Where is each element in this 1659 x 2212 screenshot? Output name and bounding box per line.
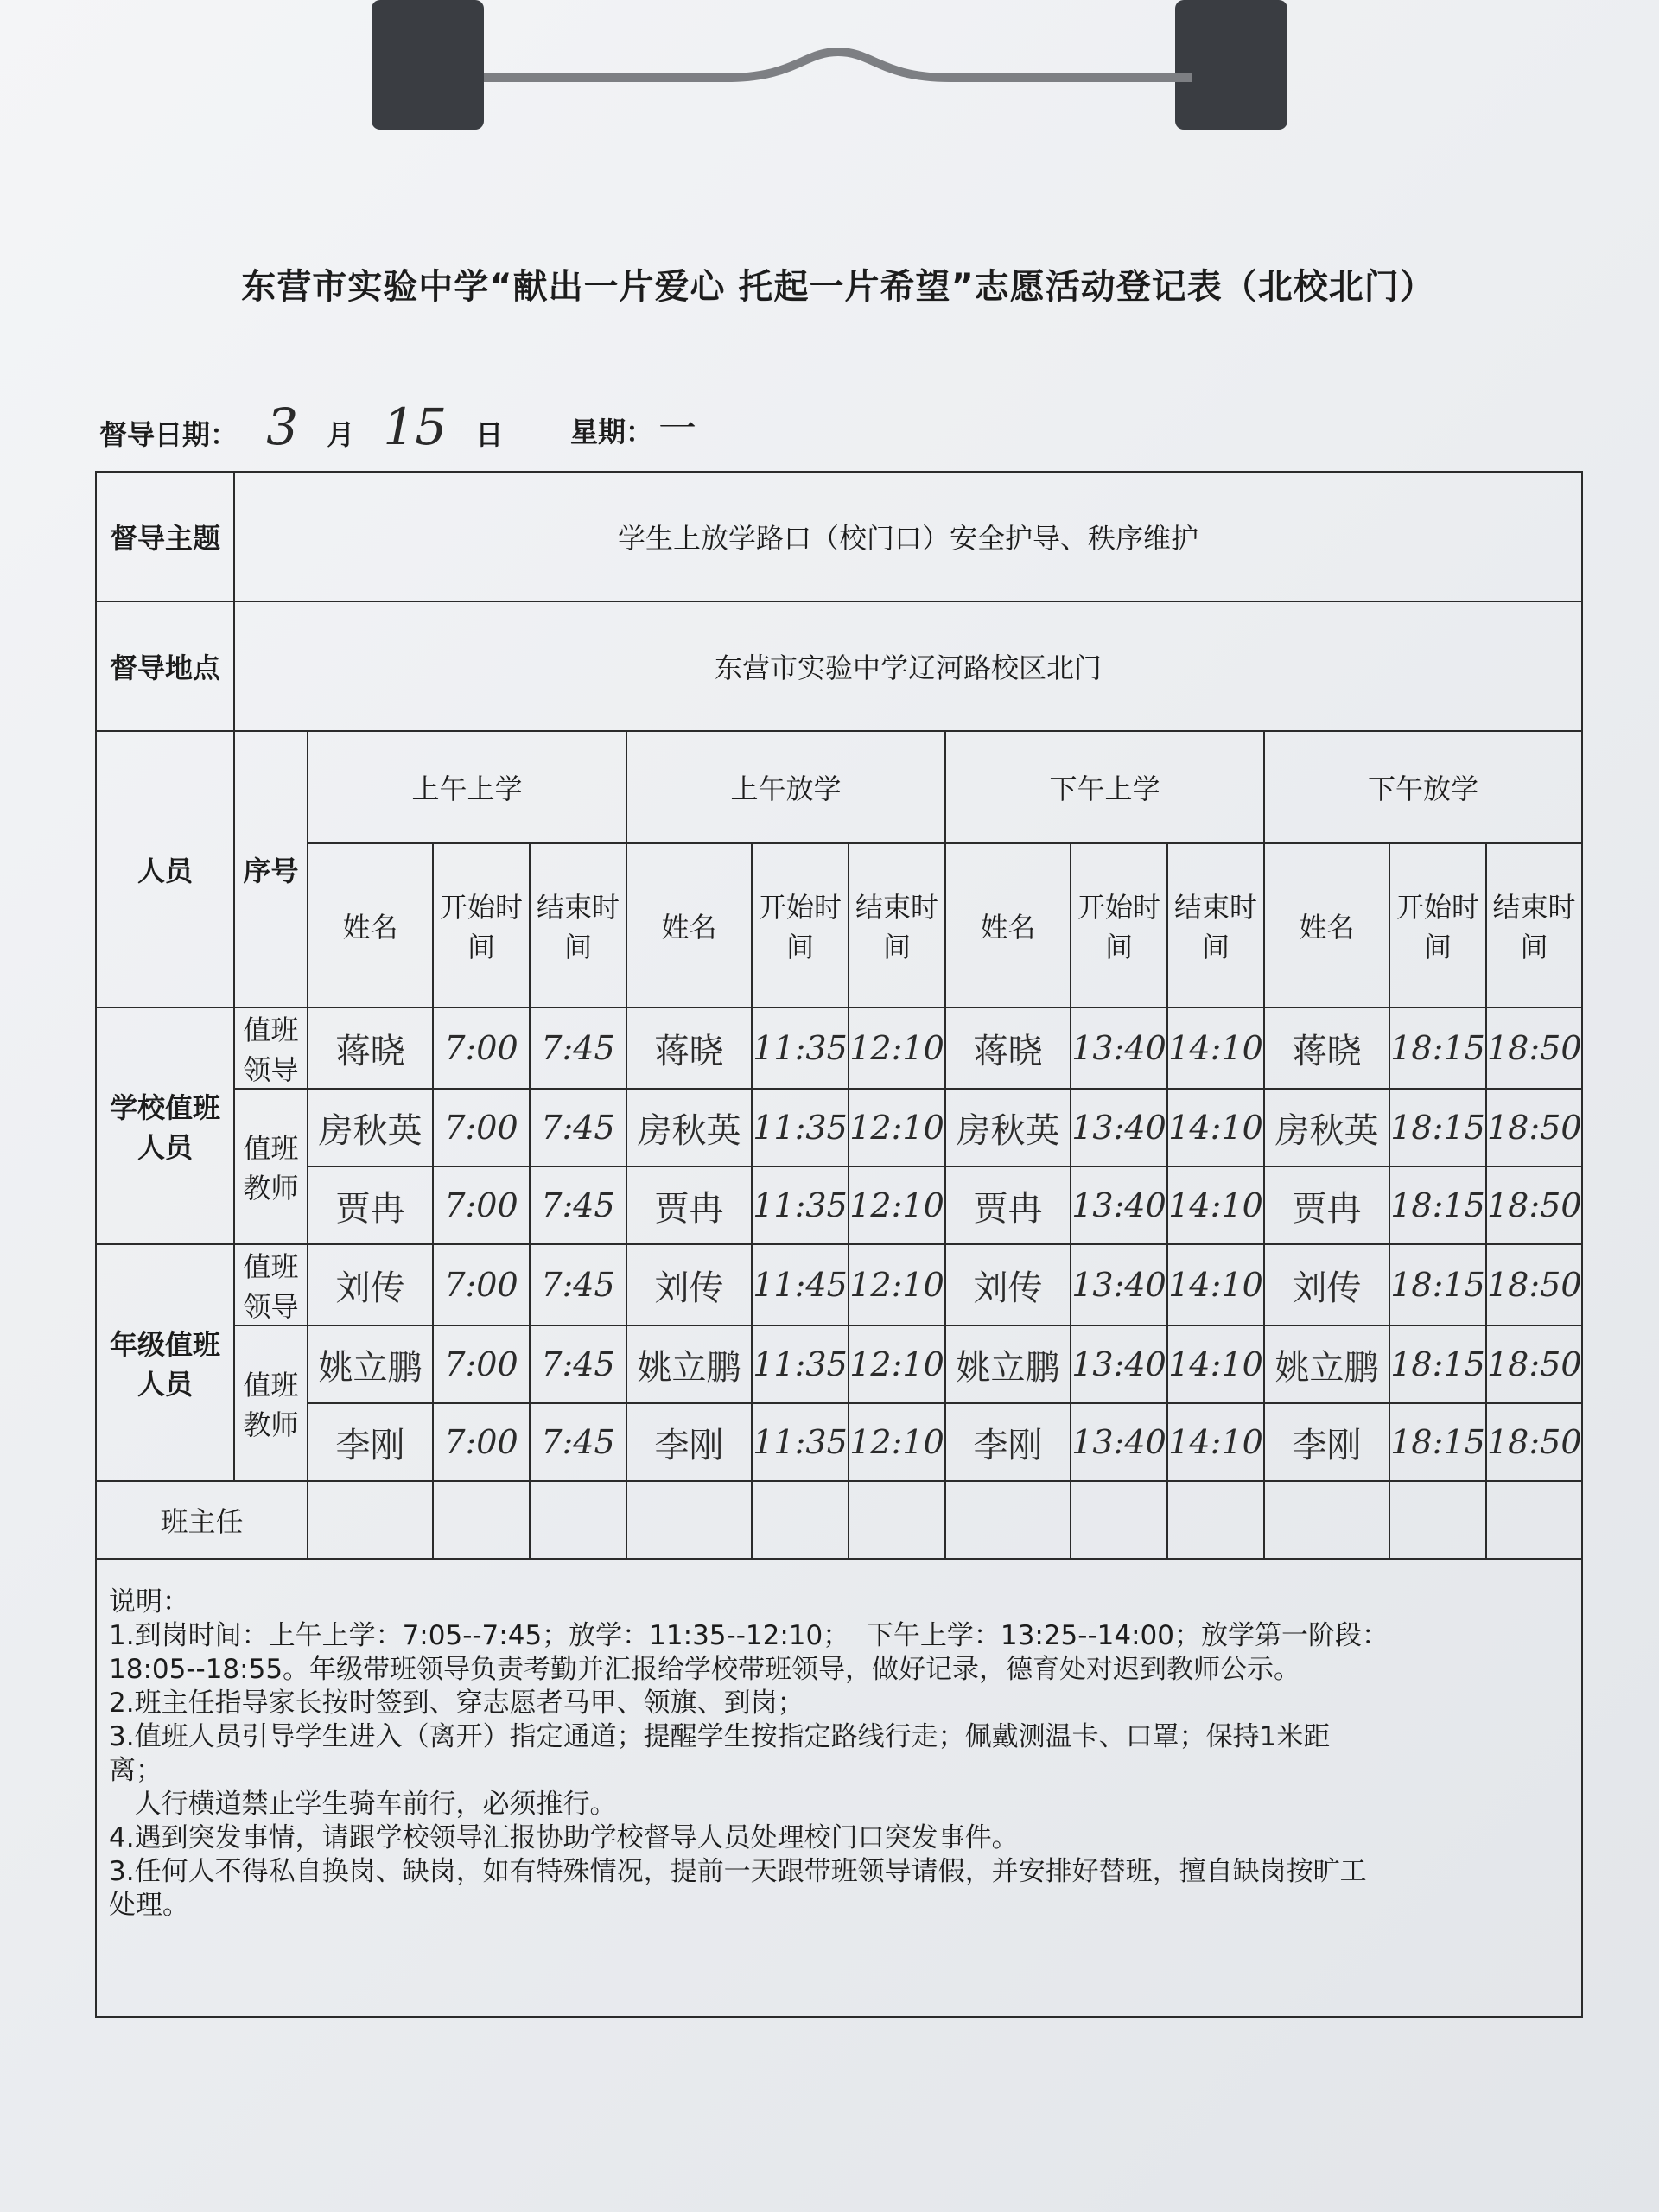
head-teacher-label: 班主任 [96,1481,308,1559]
handwritten-start: 7:00 [444,1186,518,1224]
session-afternoon-dismissal: 下午放学 [1264,731,1582,843]
note-line: 4.遇到突发事情，请跟学校领导汇报协助学校督导人员处理校门口突发事件。 [109,1822,1019,1853]
handwritten-name: 姚立鹏 [637,1347,741,1388]
handwritten-start: 18:15 [1390,1423,1485,1461]
handwritten-end: 12:10 [849,1109,944,1147]
entry-end-cell [1486,1166,1582,1244]
handwritten-end: 7:45 [541,1029,615,1067]
handwritten-start: 18:15 [1390,1345,1485,1383]
col-start: 开始时间 [433,843,530,1007]
handwritten-end: 12:10 [849,1345,944,1383]
col-name: 姓名 [308,843,433,1007]
col-name: 姓名 [945,843,1071,1007]
handwritten-end: 18:50 [1487,1345,1582,1383]
handwritten-end: 12:10 [849,1266,944,1304]
theme-value: 学生上放学路口（校门口）安全护导、秩序维护 [234,472,1582,601]
handwritten-name: 刘传 [654,1268,724,1308]
location-label: 督导地点 [96,601,234,731]
role-teacher: 值班教师 [234,1325,308,1481]
handwritten-end: 18:50 [1487,1186,1582,1224]
entry-start-cell [752,1007,849,1089]
handwritten-end: 14:10 [1168,1109,1263,1147]
handwritten-start: 11:35 [753,1345,848,1383]
entry-start-cell [1389,1089,1486,1166]
empty-cell [1486,1481,1582,1559]
handwritten-start: 11:35 [753,1029,848,1067]
entry-name-cell [308,1403,433,1481]
col-name: 姓名 [626,843,752,1007]
handwritten-end: 18:50 [1487,1029,1582,1067]
location-value: 东营市实验中学辽河路校区北门 [234,601,1582,731]
entry-name-cell [308,1007,433,1089]
entry-name-cell [626,1403,752,1481]
entry-name-cell [626,1166,752,1244]
entry-start-cell [752,1244,849,1325]
entry-start-cell [1071,1089,1167,1166]
entry-end-cell [849,1166,945,1244]
day-label: 日 [475,418,504,451]
handwritten-end: 14:10 [1168,1029,1263,1067]
entry-end-cell [1167,1244,1264,1325]
entry-start-cell [433,1244,530,1325]
entry-name-cell [945,1007,1071,1089]
entry-start-cell [752,1325,849,1403]
handwritten-name: 李刚 [973,1425,1043,1465]
entry-end-cell [1486,1244,1582,1325]
handwritten-name: 蒋晓 [335,1031,405,1071]
entry-end-cell [1486,1007,1582,1089]
empty-cell [433,1481,530,1559]
entry-start-cell [433,1325,530,1403]
notes-row [96,1559,1582,2017]
entry-end-cell [1167,1325,1264,1403]
weekday-value: 一 [658,407,697,451]
theme-row [96,472,1582,601]
table-row [96,1007,1582,1089]
handwritten-name: 姚立鹏 [318,1347,423,1388]
entry-end-cell [1167,1089,1264,1166]
handwritten-name: 房秋英 [637,1110,741,1151]
session-afternoon-arrival: 下午上学 [945,731,1264,843]
supervision-date [99,397,503,456]
table-row [96,1089,1582,1166]
note-line: 3.值班人员引导学生进入（离开）指定通道；提醒学生按指定路线行走；佩戴测温卡、口罩；保持1米距 [109,1721,1331,1752]
month-value: 3 [266,397,299,456]
col-end: 结束时间 [530,843,626,1007]
role-leader: 值班领导 [234,1244,308,1325]
handwritten-name: 李刚 [1292,1425,1362,1465]
column-header-row [96,843,1582,1007]
entry-start-cell [433,1166,530,1244]
handwritten-end: 14:10 [1168,1186,1263,1224]
table-row [96,1166,1582,1244]
handwritten-end: 12:10 [849,1029,944,1067]
entry-end-cell [1486,1089,1582,1166]
empty-cell [530,1481,626,1559]
handwritten-start: 11:35 [753,1186,848,1224]
col-name: 姓名 [1264,843,1389,1007]
entry-name-cell [945,1403,1071,1481]
note-line: 2.班主任指导家长按时签到、穿志愿者马甲、领旗、到岗； [109,1688,804,1719]
entry-name-cell [626,1325,752,1403]
entry-name-cell [626,1007,752,1089]
entry-name-cell [1264,1007,1389,1089]
handwritten-start: 7:00 [444,1345,518,1383]
handwritten-name: 房秋英 [318,1110,423,1151]
handwritten-start: 13:40 [1071,1109,1166,1147]
entry-end-cell [849,1089,945,1166]
entry-end-cell [1167,1166,1264,1244]
entry-end-cell [849,1325,945,1403]
role-leader: 值班领导 [234,1007,308,1089]
handwritten-end: 12:10 [849,1186,944,1224]
handwritten-start: 11:35 [753,1109,848,1147]
handwritten-name: 李刚 [654,1425,724,1465]
handwritten-name: 贾冉 [335,1188,405,1229]
handwritten-start: 18:15 [1390,1109,1485,1147]
handwritten-start: 13:40 [1071,1029,1166,1067]
handwritten-name: 房秋英 [956,1110,1060,1151]
entry-name-cell [308,1325,433,1403]
entry-start-cell [1071,1007,1167,1089]
entry-end-cell [1167,1007,1264,1089]
entry-end-cell [849,1244,945,1325]
handwritten-end: 14:10 [1168,1423,1263,1461]
date-label: 督导日期： [99,418,238,451]
registration-table [95,471,1583,2018]
handwritten-name: 李刚 [335,1425,405,1465]
table-row [96,1403,1582,1481]
handwritten-end: 18:50 [1487,1423,1582,1461]
month-label: 月 [327,418,355,451]
handwritten-name: 刘传 [1292,1268,1362,1308]
table-row [96,1325,1582,1403]
handwritten-start: 13:40 [1071,1423,1166,1461]
entry-name-cell [308,1244,433,1325]
entry-name-cell [1264,1403,1389,1481]
entry-name-cell [945,1089,1071,1166]
entry-end-cell [530,1007,626,1089]
handwritten-name: 贾冉 [654,1188,724,1229]
seq-label: 序号 [234,731,308,1007]
note-line: 说明： [109,1586,189,1618]
entry-name-cell [626,1244,752,1325]
session-header-row [96,731,1582,843]
handwritten-end: 7:45 [541,1186,615,1224]
personnel-label: 人员 [96,731,234,1007]
entry-start-cell [1071,1325,1167,1403]
clipboard-wire [467,35,1210,130]
entry-start-cell [433,1007,530,1089]
theme-label: 督导主题 [96,472,234,601]
entry-start-cell [1389,1166,1486,1244]
col-end: 结束时间 [1167,843,1264,1007]
weekday-label: 星期： [570,416,654,448]
empty-cell [1071,1481,1167,1559]
entry-end-cell [530,1403,626,1481]
handwritten-end: 12:10 [849,1423,944,1461]
entry-end-cell [1167,1403,1264,1481]
entry-name-cell [1264,1325,1389,1403]
entry-end-cell [849,1007,945,1089]
entry-start-cell [433,1403,530,1481]
handwritten-name: 姚立鹏 [1274,1347,1379,1388]
session-morning-dismissal: 上午放学 [626,731,945,843]
entry-name-cell [308,1166,433,1244]
entry-name-cell [945,1244,1071,1325]
handwritten-end: 7:45 [541,1109,615,1147]
handwritten-name: 房秋英 [1274,1110,1379,1151]
table-row [96,1244,1582,1325]
location-row [96,601,1582,731]
entry-start-cell [1071,1403,1167,1481]
note-line: 离； [109,1755,162,1786]
handwritten-end: 18:50 [1487,1109,1582,1147]
notes-block [96,1559,1582,2017]
note-line: 人行横道禁止学生骑车前行，必须推行。 [109,1789,617,1820]
handwritten-end: 18:50 [1487,1266,1582,1304]
form-title: 东营市实验中学“献出一片爱心 托起一片希望”志愿活动登记表（北校北门） [241,267,1435,307]
entry-start-cell [1389,1244,1486,1325]
entry-start-cell [752,1166,849,1244]
role-teacher: 值班教师 [234,1089,308,1244]
handwritten-end: 14:10 [1168,1266,1263,1304]
entry-name-cell [945,1325,1071,1403]
handwritten-name: 蒋晓 [1292,1031,1362,1071]
entry-end-cell [530,1166,626,1244]
handwritten-start: 7:00 [444,1423,518,1461]
weekday [570,397,696,453]
empty-cell [626,1481,752,1559]
note-line: 1.到岗时间：上午上学：7:05--7:45；放学：11:35--12:10； 下午上学：13:25--14:00；放学第一阶段： [109,1620,1389,1651]
handwritten-start: 13:40 [1071,1266,1166,1304]
entry-start-cell [1071,1244,1167,1325]
handwritten-start: 18:15 [1390,1266,1485,1304]
entry-start-cell [433,1089,530,1166]
entry-name-cell [626,1089,752,1166]
school-duty-group: 学校值班人员 [96,1007,234,1244]
note-line: 3.任何人不得私自换岗、缺岗，如有特殊情况，提前一天跟带班领导请假，并安排好替班，擅自缺岗按旷工 [109,1856,1367,1887]
handwritten-name: 蒋晓 [973,1031,1043,1071]
handwritten-start: 18:15 [1390,1186,1485,1224]
entry-name-cell [308,1089,433,1166]
empty-cell [308,1481,433,1559]
handwritten-name: 姚立鹏 [956,1347,1060,1388]
entry-end-cell [849,1403,945,1481]
entry-start-cell [1071,1166,1167,1244]
empty-cell [1167,1481,1264,1559]
handwritten-end: 7:45 [541,1423,615,1461]
handwritten-end: 7:45 [541,1345,615,1383]
entry-start-cell [752,1403,849,1481]
entry-start-cell [1389,1403,1486,1481]
handwritten-start: 13:40 [1071,1186,1166,1224]
entry-name-cell [945,1166,1071,1244]
entry-end-cell [1486,1325,1582,1403]
handwritten-start: 7:00 [444,1266,518,1304]
handwritten-start: 13:40 [1071,1345,1166,1383]
empty-cell [849,1481,945,1559]
handwritten-end: 14:10 [1168,1345,1263,1383]
entry-name-cell [1264,1089,1389,1166]
entry-end-cell [530,1325,626,1403]
grade-duty-group: 年级值班人员 [96,1244,234,1481]
col-end: 结束时间 [1486,843,1582,1007]
handwritten-end: 7:45 [541,1266,615,1304]
handwritten-start: 11:35 [753,1423,848,1461]
empty-cell [1389,1481,1486,1559]
col-end: 结束时间 [849,843,945,1007]
note-line: 18:05--18:55。年级带班领导负责考勤并汇报给学校带班领导，做好记录，德育处对迟到教师公示。 [109,1654,1301,1685]
empty-cell [945,1481,1071,1559]
col-start: 开始时间 [1071,843,1167,1007]
day-value: 15 [383,397,448,456]
entry-end-cell [530,1244,626,1325]
handwritten-name: 贾冉 [973,1188,1043,1229]
handwritten-name: 刘传 [335,1268,405,1308]
handwritten-start: 7:00 [444,1109,518,1147]
entry-end-cell [530,1089,626,1166]
entry-start-cell [752,1089,849,1166]
handwritten-name: 蒋晓 [654,1031,724,1071]
entry-name-cell [1264,1244,1389,1325]
handwritten-name: 刘传 [973,1268,1043,1308]
note-line: 处理。 [109,1890,189,1921]
empty-cell [1264,1481,1389,1559]
empty-cell [752,1481,849,1559]
entry-end-cell [1486,1403,1582,1481]
handwritten-start: 11:45 [753,1266,848,1304]
entry-start-cell [1389,1007,1486,1089]
head-teacher-row [96,1481,1582,1559]
entry-name-cell [1264,1166,1389,1244]
col-start: 开始时间 [1389,843,1486,1007]
entry-start-cell [1389,1325,1486,1403]
handwritten-name: 贾冉 [1292,1188,1362,1229]
handwritten-start: 18:15 [1390,1029,1485,1067]
col-start: 开始时间 [752,843,849,1007]
session-morning-arrival: 上午上学 [308,731,626,843]
handwritten-start: 7:00 [444,1029,518,1067]
